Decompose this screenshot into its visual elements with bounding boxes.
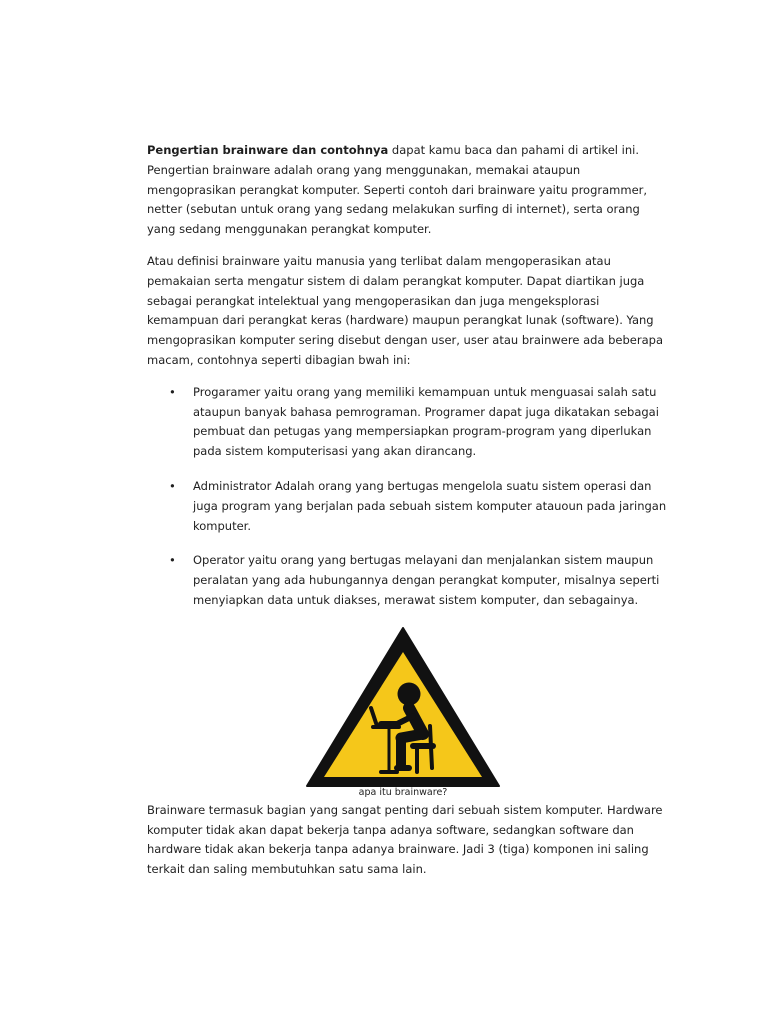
list-item xyxy=(147,477,667,536)
figure-caption: apa itu brainware? xyxy=(358,786,448,798)
list-item-text: Progaramer yaitu orang yang memiliki kemampuan untuk menguasai salah satu ataupun banyak bahasa pemrograman. Programer dapat juga dikatakan sebagai pembuat dan petugas yang mempersiapkan program-program yang diperlukan pada sistem komputerisasi yang akan dirancang. xyxy=(193,384,659,459)
intro-text: dapat kamu baca dan pahami di artikel ini. Pengertian brainware adalah orang yang menggunakan, memakai ataupun mengoprasikan perangkat komputer. Seperti contoh dari brainware yaitu programmer, netter (sebutan untuk orang yang sedang melakukan surfing di internet), serta orang yang sedang menggunakan perangkat komputer. xyxy=(147,143,648,237)
intro-bold-lead: Pengertian brainware dan contohnya xyxy=(147,143,389,157)
list-item xyxy=(147,551,667,610)
closing-paragraph: Brainware termasuk bagian yang sangat penting dari sebuah sistem komputer. Hardware komputer tidak akan dapat bekerja tanpa adanya software, sedangkan software dan hardware tidak akan bekerja tanpa adanya brainware. Jadi 3 (tiga) komponen ini saling terkait dan saling membutuhkan satu sama lain. xyxy=(147,802,663,877)
intro-paragraph xyxy=(147,141,667,240)
bullet: • xyxy=(169,553,176,568)
document-page xyxy=(147,141,667,880)
bullet: • xyxy=(169,478,176,493)
list-item-text: Operator yaitu orang yang bertugas melayani dan menjalankan sistem maupun peralatan yang ada hubungannya dengan perangkat komputer, misalnya seperti menyiapkan data untuk diakses, merawat sistem komputer, dan sebagainya. xyxy=(193,553,660,607)
examples-list xyxy=(147,383,667,611)
brainware-figure xyxy=(147,626,667,801)
list-item-text: Administrator Adalah orang yang bertugas mengelola suatu sistem operasi dan juga program yang berjalan pada sebuah sistem komputer atauoun pada jaringan komputer. xyxy=(193,478,667,533)
list-item xyxy=(147,383,667,462)
bullet: • xyxy=(169,384,176,399)
definition-paragraph: Atau definisi brainware yaitu manusia yang terlibat dalam mengoperasikan atau pemakaian serta mengatur sistem di dalam perangkat komputer. Dapat diartikan juga sebagai perangkat intelektual yang mengoperasikan dan juga mengeksplorasi kemampuan dari perangkat keras (hardware) maupun perangkat lunak (software). Yang mengoprasikan komputer sering disebut dengan user, user atau brainwere ada beberapa macam, contohnya seperti dibagian bwah ini: xyxy=(147,253,664,367)
warning-person-at-computer-icon xyxy=(305,626,501,788)
